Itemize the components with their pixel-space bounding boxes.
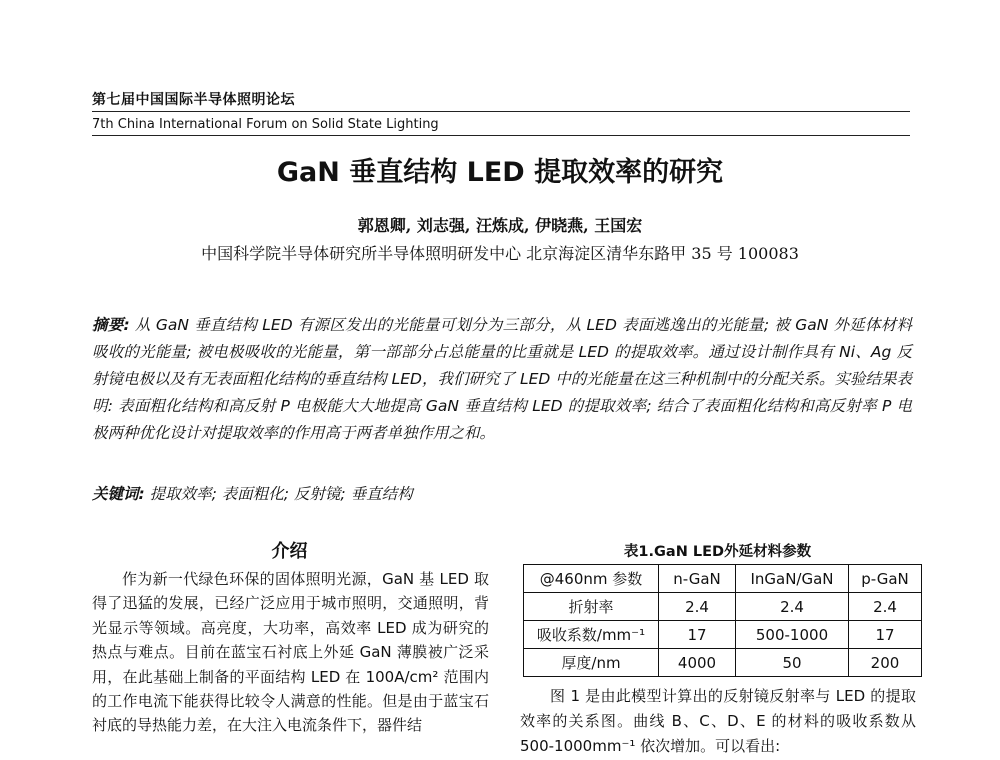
table-header-cell: p-GaN: [849, 565, 922, 593]
table-row: [524, 621, 922, 649]
table-cell: 500-1000: [736, 621, 849, 649]
affiliation: 中国科学院半导体研究所半导体照明研发中心 北京海淀区清华东路甲 35 号 100083: [201, 244, 799, 263]
table-row: [524, 649, 922, 677]
table-header-row: [524, 565, 922, 593]
table-header-cell: @460nm 参数: [524, 565, 659, 593]
abstract-text: 从 GaN 垂直结构 LED 有源区发出的光能量可划分为三部分，从 LED 表面逃逸出的光能量; 被 GaN 外延体材料吸收的光能量; 被电极吸收的光能量，第一部部分占总能量的比重就是 LED 的提取效率。通过设计制作具有 Ni、Ag 反射镜电极以及有无表面粗化结构的垂直结构 LED，我们研究了 LED 中的光能量在这三种机制中的分配关系。实验结果表明: 表面粗化结构和高反射 P 电极能大大地提高 GaN 垂直结构 LED 的提取效率; 结合了表面粗化结构和高反射率 P 电极两种优化设计对提取效率的作用高于两者单独作用之和。: [92, 316, 912, 442]
table-cell: 200: [849, 649, 922, 677]
table-cell: 2.4: [849, 593, 922, 621]
keywords: [92, 482, 413, 504]
table-cell: 厚度/nm: [524, 649, 659, 677]
table-cell: 2.4: [736, 593, 849, 621]
abstract-label: 摘要:: [92, 316, 130, 334]
table-cell: 吸收系数/mm⁻¹: [524, 621, 659, 649]
figure-paragraph: 图 1 是由此模型计算出的反射镜反射率与 LED 的提取效率的关系图。曲线 B、C、D、E 的材料的吸收系数从 500-1000mm⁻¹ 依次增加。可以看出:: [520, 687, 916, 755]
keywords-text: 提取效率; 表面粗化; 反射镜; 垂直结构: [144, 485, 413, 503]
table-cell: 50: [736, 649, 849, 677]
intro-body: [92, 567, 489, 738]
conference-name-cn: 第七届中国国际半导体照明论坛: [92, 92, 295, 108]
material-parameter-table: [523, 564, 922, 677]
keywords-label: 关键词:: [92, 485, 145, 503]
table-header-cell: InGaN/GaN: [736, 565, 849, 593]
table-cell: 2.4: [659, 593, 736, 621]
conference-name-en: 7th China International Forum on Solid State Lighting: [92, 117, 439, 132]
authors: 郭恩卿, 刘志强, 汪炼成, 伊晓燕, 王国宏: [357, 216, 643, 235]
abstract: [92, 312, 912, 447]
table-cell: 17: [659, 621, 736, 649]
section-heading-intro: 介绍: [271, 541, 308, 562]
intro-paragraph: 作为新一代绿色环保的固体照明光源，GaN 基 LED 取得了迅猛的发展，已经广泛应用于城市照明，交通照明，背光显示等领域。高亮度，大功率，高效率 LED 成为研究的热点与难点。目前在蓝宝石衬底上外延 GaN 薄膜被广泛采用，在此基础上制备的平面结构 LED 在 100A/cm² 范围内的工作电流下能获得比较令人满意的性能。但是由于蓝宝石衬底的导热能力差，在大注入电流条件下，器件结: [92, 570, 489, 735]
table-cell: 折射率: [524, 593, 659, 621]
header-rule-bottom: [92, 135, 910, 136]
table-cell: 4000: [659, 649, 736, 677]
table-header-cell: n-GaN: [659, 565, 736, 593]
figure-discussion: [520, 684, 916, 759]
table-cell: 17: [849, 621, 922, 649]
table-row: [524, 593, 922, 621]
table-caption: 表1.GaN LED外延材料参数: [623, 544, 812, 560]
paper-title: GaN 垂直结构 LED 提取效率的研究: [276, 157, 724, 188]
header-rule: [92, 111, 910, 112]
